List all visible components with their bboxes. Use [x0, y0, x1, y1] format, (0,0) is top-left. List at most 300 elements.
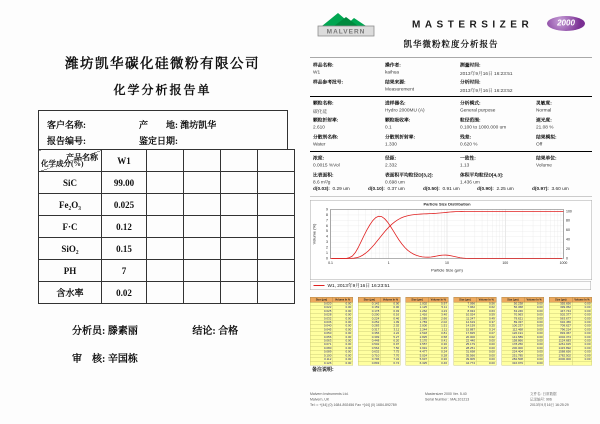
volume-cell: 0.00 — [333, 328, 353, 332]
component-value-cell: 0.025 — [102, 194, 147, 216]
size-cell: 1.589 — [406, 317, 428, 321]
chemical-analysis-report — [30, 52, 295, 365]
size-table-column — [310, 297, 353, 365]
meta-value: 2013年9月16日 16:23:52 — [460, 88, 513, 94]
meta-label: 分散剂名称: — [313, 134, 339, 140]
size-cell: 447.744 — [549, 310, 572, 314]
component-label-cell: SiC — [39, 172, 102, 194]
divider — [310, 196, 592, 197]
meta-field — [313, 154, 340, 168]
meta-label: 结果单位: — [536, 155, 557, 161]
particle-size-chart-box — [310, 200, 592, 280]
size-cell: 2.518 — [406, 332, 428, 336]
size-cell: 15.887 — [454, 328, 477, 332]
meta-field — [313, 116, 338, 130]
table-header-row — [39, 150, 295, 172]
size-cell: 1415.892 — [549, 347, 572, 351]
size-cell: 100.237 — [502, 324, 525, 328]
volume-cell: 0.24 — [428, 350, 448, 354]
volume-cell: 0.49 — [476, 317, 496, 321]
volume-cell: 4.23 — [428, 310, 448, 314]
footer-line: Serial Number : MAL101213 — [425, 397, 470, 402]
table-row — [39, 238, 295, 260]
meta-field — [385, 78, 414, 92]
volume-cell: 0.00 — [476, 358, 496, 362]
percentile-value: d(0.90): 2.25 um — [477, 186, 514, 192]
size-cell: 316.979 — [502, 362, 525, 366]
volume-cell: 0.00 — [380, 302, 400, 306]
volume-cell — [572, 362, 592, 366]
meta-label: 径距: — [385, 155, 397, 161]
size-cell: 0.356 — [358, 332, 380, 336]
size-cell: 0.045 — [310, 328, 332, 332]
empty-cell — [184, 150, 221, 172]
volume-cell: 0.00 — [572, 343, 592, 347]
size-cell: 3.991 — [406, 347, 428, 351]
svg-text:0: 0 — [326, 256, 328, 261]
size-cell: 79.621 — [502, 317, 525, 321]
volume-cell: 0.36 — [428, 358, 448, 362]
volume-cell: 0.00 — [333, 343, 353, 347]
measurement-meta-section — [310, 99, 592, 149]
size-cell: 2.244 — [406, 328, 428, 332]
size-cell: 0.100 — [310, 354, 332, 358]
size-cell: 14.159 — [454, 324, 477, 328]
svg-text:3: 3 — [326, 240, 328, 245]
size-cell: 31.698 — [454, 350, 477, 354]
component-value-cell: 7 — [102, 260, 147, 282]
empty-cell — [184, 216, 221, 238]
volume-cell: 0.00 — [380, 306, 400, 310]
volume-cell: 3.11 — [380, 328, 400, 332]
meta-label: 操作者: — [385, 62, 401, 68]
meta-label: 分析模式: — [460, 100, 481, 106]
meta-value: Hydro 2000MU (A) — [385, 107, 425, 113]
volume-cell: 5.27 — [380, 336, 400, 340]
volume-cell: 0.30 — [428, 343, 448, 347]
empty-cell — [147, 260, 184, 282]
size-cell: 89.337 — [502, 321, 525, 325]
svg-text:80: 80 — [566, 218, 570, 223]
size-cell: 20.000 — [454, 336, 477, 340]
percentile-value: d(0.50): 0.91 um — [423, 186, 460, 192]
empty-cell — [221, 216, 258, 238]
volume-cell: 0.00 — [572, 306, 592, 310]
size-table-row — [502, 362, 544, 366]
volume-cell: 0.00 — [333, 317, 353, 321]
empty-cell — [184, 260, 221, 282]
volume-header: Volume In % — [333, 297, 353, 302]
size-cell: 1124.683 — [549, 339, 572, 343]
size-cell: 2.825 — [406, 336, 428, 340]
size-cell: 0.710 — [358, 354, 380, 358]
volume-cell: 0.00 — [524, 317, 544, 321]
size-cell: 1.125 — [406, 306, 428, 310]
sample-meta-section — [310, 61, 592, 94]
size-cell: 63.246 — [502, 310, 525, 314]
volume-cell: 0.00 — [572, 339, 592, 343]
volume-cell: 0.02 — [476, 336, 496, 340]
svg-text:1000: 1000 — [559, 261, 568, 265]
reviewer-row — [72, 350, 295, 365]
size-cell: 0.063 — [310, 339, 332, 343]
empty-cell — [221, 194, 258, 216]
volume-header: Volume In % — [380, 297, 400, 302]
empty-cell — [221, 172, 258, 194]
meta-value: 0.620 % — [460, 141, 478, 147]
size-cell: 1782.502 — [549, 354, 572, 358]
size-cell: 0.142 — [358, 302, 380, 306]
meta-label: 表面积平均粒径D[3,2]: — [385, 172, 434, 178]
meta-label: 颗粒吸收率: — [385, 117, 411, 123]
volume-cell: 0.00 — [333, 350, 353, 354]
footer-line: Malvern Instruments Ltd. — [310, 392, 349, 396]
size-cell: 17.825 — [454, 332, 477, 336]
size-cell: 0.796 — [358, 358, 380, 362]
size-table-column — [501, 297, 544, 365]
volume-cell: 0.63 — [476, 310, 496, 314]
meta-label: 测量时间: — [460, 62, 481, 68]
volume-cell: 0.00 — [572, 332, 592, 336]
svg-text:0.1: 0.1 — [328, 261, 333, 265]
svg-text:6: 6 — [326, 223, 328, 228]
empty-cell — [147, 238, 184, 260]
size-cell: 2000.000 — [549, 358, 572, 362]
size-cell: 0.050 — [310, 332, 332, 336]
meta-value: 2013年9月16日 16:23:51 — [460, 71, 513, 77]
volume-cell: 0.37 — [476, 321, 496, 325]
divider — [310, 151, 592, 152]
size-cell — [549, 362, 572, 366]
meta-label: 遮光度: — [536, 117, 552, 123]
svg-text:0: 0 — [566, 256, 568, 261]
empty-cell — [221, 150, 258, 172]
percentile-value: d(0.97): 3.60 um — [532, 186, 569, 192]
size-cell: 7.962 — [454, 306, 477, 310]
volume-cell: 0.00 — [333, 354, 353, 358]
size-cell: 4.477 — [406, 350, 428, 354]
size-cell: 28.251 — [454, 347, 477, 351]
volume-cell: 0.00 — [524, 324, 544, 328]
size-cell: 0.089 — [310, 350, 332, 354]
volume-cell: 0.00 — [524, 310, 544, 314]
meta-field — [460, 154, 476, 168]
meta-value: 碳化硅 — [313, 109, 328, 115]
component-value-cell: 0.02 — [102, 282, 147, 304]
conclusion-value: 合格 — [218, 326, 239, 337]
size-cell: 0.112 — [310, 358, 332, 362]
meta-value: General purpose — [460, 107, 496, 113]
company-name: 潍坊凯华碳化硅微粉有限公司 — [65, 56, 260, 71]
meta-value: Normal — [536, 107, 552, 113]
product-name-cell: W1 — [102, 150, 147, 172]
volume-cell: 0.00 — [524, 343, 544, 347]
size-cell: 112.468 — [502, 328, 525, 332]
meta-label: 结果来源: — [385, 79, 406, 85]
table-row — [39, 260, 295, 282]
footer-line: Mastersizer 2000 Ver. 5.40 — [425, 392, 467, 396]
meta-field — [385, 116, 410, 130]
divider — [310, 96, 592, 97]
size-cell: 1.783 — [406, 321, 428, 325]
volume-cell: 0.00 — [572, 354, 592, 358]
svg-text:20: 20 — [566, 246, 570, 251]
size-cell: 70.963 — [502, 313, 525, 317]
meta-value: Volume — [536, 162, 552, 168]
size-cell: 1.002 — [406, 302, 428, 306]
meta-field — [385, 154, 397, 168]
size-cell: 25.179 — [454, 343, 477, 347]
size-cell: 0.178 — [358, 310, 380, 314]
size-cell: 39.905 — [454, 358, 477, 362]
meta-label: 比表面积: — [313, 172, 334, 178]
footer-line: 2013年9月16日 16:25:29 — [530, 403, 569, 407]
empty-cell — [221, 282, 258, 304]
size-cell: 44.774 — [454, 362, 477, 366]
meta-value: 0.0015 %Vol — [313, 162, 340, 168]
legend-text: W1, 2013年9月16日 16:23:51 — [327, 283, 390, 289]
svg-text:9: 9 — [326, 207, 328, 212]
svg-text:1: 1 — [387, 261, 390, 265]
size-header: Size (µm) — [358, 297, 380, 302]
volume-cell: 0.00 — [333, 306, 353, 310]
meta-label: 样品名称: — [313, 62, 334, 68]
size-header: Size (µm) — [549, 297, 572, 302]
volume-cell: 0.00 — [333, 358, 353, 362]
size-header: Size (µm) — [310, 297, 332, 302]
meta-label: 颗粒折射率: — [313, 117, 339, 123]
volume-cell: 0.00 — [572, 324, 592, 328]
size-cell: 8.934 — [454, 310, 477, 314]
size-cell: 0.200 — [358, 313, 380, 317]
meta-field — [460, 116, 506, 130]
meta-field — [536, 154, 557, 168]
volume-cell: 0.46 — [380, 317, 400, 321]
meta-field — [385, 171, 433, 185]
volume-cell: 0.00 — [572, 350, 592, 354]
footer-line: Tel := +[44] (0) 1684-892456 Fax +[44] (0) 1684-892789 — [310, 403, 397, 407]
svg-text:1: 1 — [326, 250, 328, 255]
origin-label: 产 地: — [139, 120, 178, 130]
component-value-cell: 0.15 — [102, 238, 147, 260]
volume-cell: 0.00 — [572, 328, 592, 332]
empty-cell — [258, 150, 295, 172]
meta-field — [385, 61, 401, 75]
size-cell: 158.866 — [502, 339, 525, 343]
empty-cell — [147, 282, 184, 304]
size-cell: 7.096 — [454, 302, 477, 306]
legend-line-sample — [314, 285, 325, 286]
size-cell: 11.247 — [454, 317, 477, 321]
meta-label: 进样器名: — [385, 100, 406, 106]
volume-cell: 0.00 — [333, 310, 353, 314]
size-cell: 0.317 — [358, 328, 380, 332]
size-cell: 251.785 — [502, 354, 525, 358]
empty-cell — [184, 282, 221, 304]
empty-cell — [258, 172, 295, 194]
size-cell: 12.619 — [454, 321, 477, 325]
result-meta-section — [310, 154, 592, 185]
meta-label: 粒径范围: — [460, 117, 481, 123]
volume-cell: 0.00 — [524, 339, 544, 343]
volume-cell: 0.00 — [476, 347, 496, 351]
empty-cell — [221, 238, 258, 260]
meta-field — [460, 133, 477, 147]
meta-field — [536, 133, 557, 147]
svg-text:Particle Size (µm): Particle Size (µm) — [431, 267, 463, 273]
svg-text:Particle Size Distribution: Particle Size Distribution — [423, 201, 471, 207]
volume-cell: 0.58 — [428, 336, 448, 340]
volume-cell: 5.97 — [428, 302, 448, 306]
svg-text:7: 7 — [326, 218, 328, 223]
meta-value: 0.100 to 1000.000 um — [460, 124, 507, 130]
volume-cell: 0.00 — [524, 302, 544, 306]
size-cell: 0.283 — [358, 324, 380, 328]
volume-header: Volume In % — [572, 297, 592, 302]
analyst-label: 分析员: — [72, 326, 106, 337]
percentile-value: d(0.03): 0.29 um — [313, 186, 350, 192]
size-cell: 35.566 — [454, 354, 477, 358]
size-cell: 1261.915 — [549, 343, 572, 347]
volume-cell: 0.00 — [333, 332, 353, 336]
size-cell: 0.399 — [358, 336, 380, 340]
size-cell: 5.637 — [406, 358, 428, 362]
svg-text:Volume (%): Volume (%) — [311, 223, 317, 245]
size-header: Size (µm) — [406, 297, 428, 302]
meta-field — [536, 116, 553, 130]
percentile-value: d(0.10): 0.37 um — [368, 186, 405, 192]
size-cell: 1.262 — [406, 310, 428, 314]
size-cell: 0.036 — [310, 321, 332, 325]
volume-cell: 0.00 — [333, 302, 353, 306]
size-cell: 0.632 — [358, 350, 380, 354]
volume-cell: 7.50 — [380, 347, 400, 351]
meta-field — [460, 78, 513, 94]
meta-field — [460, 61, 513, 77]
table-row — [39, 282, 295, 304]
size-table-row — [358, 362, 400, 366]
size-cell: 0.025 — [310, 310, 332, 314]
size-cell: 709.627 — [549, 324, 572, 328]
size-cell: 0.893 — [358, 362, 380, 366]
volume-cell: 0.56 — [476, 302, 496, 306]
meta-label: 分散剂折射率: — [385, 134, 416, 140]
size-cell: 0.071 — [310, 343, 332, 347]
svg-text:100: 100 — [502, 261, 509, 265]
size-cell: 0.040 — [310, 324, 332, 328]
volume-cell: 0.00 — [524, 347, 544, 351]
svg-text:4: 4 — [326, 234, 328, 239]
volume-cell: 0.00 — [572, 321, 592, 325]
size-cell: 2.000 — [406, 324, 428, 328]
report-no-label: 报告编号: — [47, 136, 86, 146]
empty-cell — [258, 260, 295, 282]
volume-cell: 4.22 — [380, 332, 400, 336]
reviewer-name: 辛国栋 — [107, 354, 138, 365]
volume-cell: 0.00 — [333, 321, 353, 325]
reviewer-label: 审 核: — [72, 354, 106, 365]
volume-cell: 0.00 — [524, 336, 544, 340]
empty-cell — [221, 260, 258, 282]
svg-text:100: 100 — [566, 209, 572, 214]
volume-cell: 0.00 — [476, 343, 496, 347]
empty-cell — [258, 216, 295, 238]
meta-label: 浓度: — [313, 155, 325, 161]
size-cell: 399.052 — [549, 306, 572, 310]
mastersizer-2000-badge: 2000 — [547, 16, 585, 31]
footer-center-block — [425, 392, 469, 403]
volume-cell: 0.00 — [572, 302, 592, 306]
component-label-cell: PH — [39, 260, 102, 282]
analyst-row — [72, 322, 295, 337]
size-header: Size (µm) — [502, 297, 525, 302]
particle-size-report — [310, 8, 592, 416]
volume-cell: 6.20 — [380, 339, 400, 343]
volume-cell: 0.81 — [428, 332, 448, 336]
empty-cell — [184, 194, 221, 216]
volume-cell: 0.00 — [333, 336, 353, 340]
volume-cell: 0.41 — [428, 339, 448, 343]
meta-value: 2.332 — [385, 162, 397, 168]
chemical-composition-table — [38, 149, 295, 304]
svg-text:MALVERN: MALVERN — [326, 28, 366, 36]
meta-label: 颗粒名称: — [313, 100, 334, 106]
volume-cell: 0.00 — [524, 328, 544, 332]
size-cell: 126.191 — [502, 332, 525, 336]
meta-value: 21.08 % — [536, 124, 554, 130]
size-cell: 3.557 — [406, 343, 428, 347]
footer-line: 文件名: 日常数据 — [530, 392, 557, 396]
volume-cell: 0.00 — [572, 310, 592, 314]
table-row — [39, 194, 295, 216]
diagonal-header-cell — [39, 150, 102, 172]
volume-cell: 0.62 — [476, 306, 496, 310]
empty-cell — [184, 172, 221, 194]
volume-cell: 6.97 — [380, 343, 400, 347]
volume-cell: 1.51 — [428, 324, 448, 328]
size-cell: 224.404 — [502, 350, 525, 354]
meta-value: 2.610 — [313, 124, 325, 130]
volume-cell: 7.70 — [380, 354, 400, 358]
size-cell: 0.020 — [310, 302, 332, 306]
meta-label: 灵敏度: — [536, 100, 552, 106]
size-cell: 796.214 — [549, 328, 572, 332]
conclusion-label: 结论: — [192, 326, 216, 337]
size-cell: 0.032 — [310, 317, 332, 321]
svg-text:2: 2 — [326, 245, 328, 250]
origin-field — [139, 118, 216, 131]
meta-value: Measurement — [385, 86, 415, 92]
footer-line: Malvern, UK — [310, 397, 330, 402]
meta-value: 0.1 — [385, 124, 392, 130]
meta-field — [313, 78, 343, 87]
signature-block — [72, 322, 295, 365]
left-report-title: 化学分析报告单 — [113, 83, 212, 97]
meta-label: 体积平均粒径D[4,3]: — [460, 172, 504, 178]
size-cell: 0.252 — [358, 321, 380, 325]
meta-field — [460, 99, 495, 113]
volume-cell: 0.46 — [428, 362, 448, 366]
component-label-cell: F·C — [39, 216, 102, 238]
chem-report-info — [38, 110, 288, 150]
meta-field — [313, 171, 334, 185]
empty-cell — [258, 194, 295, 216]
table-row — [39, 172, 295, 194]
size-cell: 0.224 — [358, 317, 380, 321]
svg-text:60: 60 — [566, 228, 570, 233]
volume-cell: 0.59 — [476, 313, 496, 317]
right-report-title: 凯华微粉粒度分析报告 — [403, 39, 499, 49]
